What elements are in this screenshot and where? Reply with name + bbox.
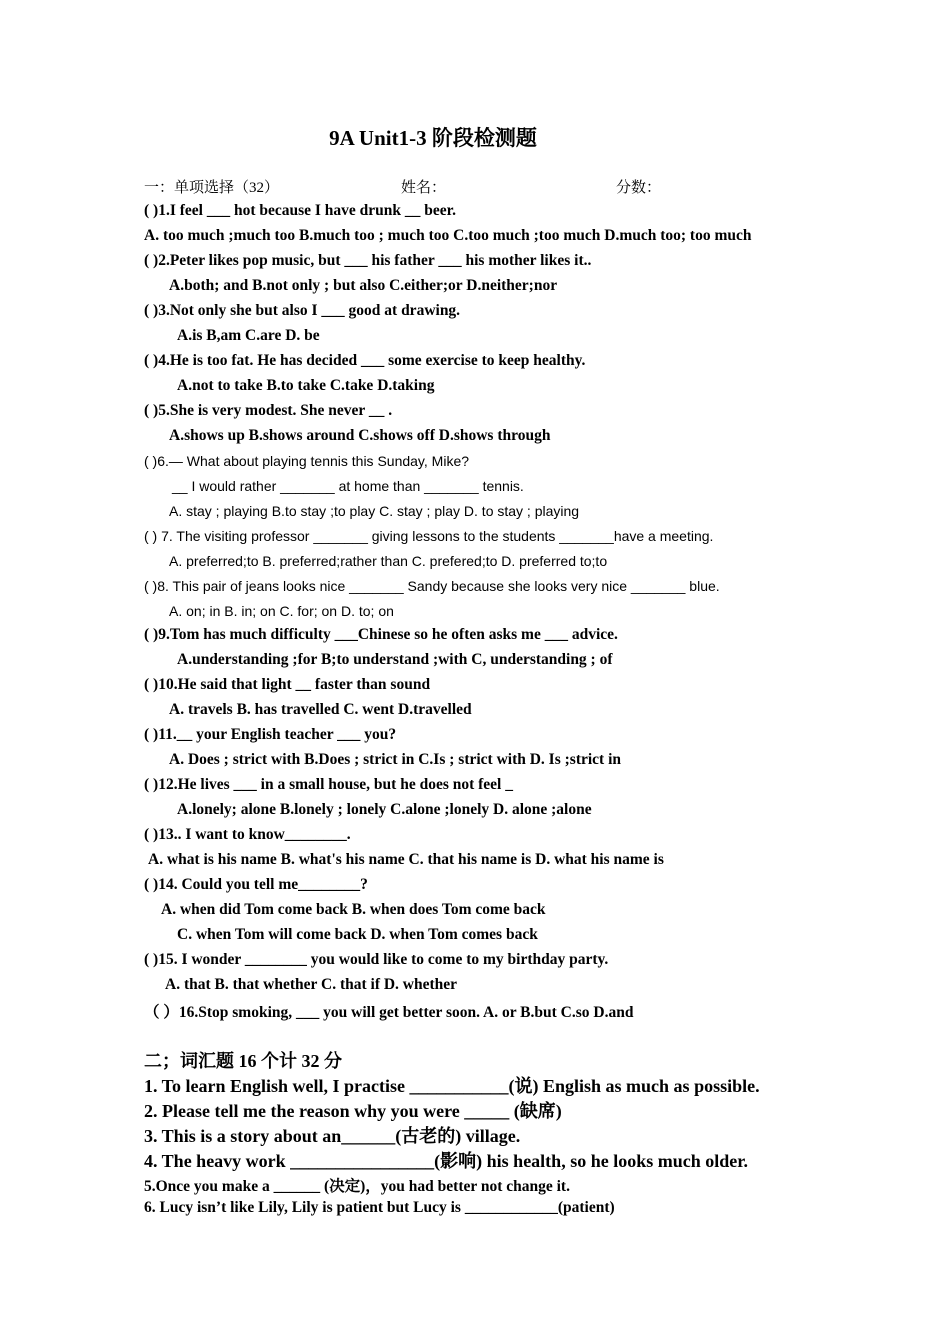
- options-3: A.is B,am C.are D. be: [177, 327, 320, 344]
- options-7: A. preferred;to B. preferred;rather than C. prefered;to D. preferred to;to: [169, 553, 608, 569]
- vocab-3: 3. This is a story about an______(古老的) village.: [144, 1126, 521, 1146]
- options-13: A. what is his name B. what's his name C. that his name is D. what his name is: [148, 851, 664, 868]
- options-2: A.both; and B.not only ; but also C.either;or D.neither;nor: [169, 277, 558, 294]
- options-4: A.not to take B.to take C.take D.taking: [177, 377, 435, 394]
- options-14-ab: A. when did Tom come back B. when does Tom come back: [161, 901, 546, 918]
- section1-heading: 一：单项选择（32）: [144, 180, 280, 196]
- question-2: ( )2.Peter likes pop music, but ___ his father ___ his mother likes it..: [144, 252, 592, 269]
- vocab-2: 2. Please tell me the reason why you were _____ (缺席): [144, 1101, 562, 1121]
- question-6: ( )6.— What about playing tennis this Sunday, Mike?: [144, 453, 470, 469]
- question-9: ( )9.Tom has much difficulty ___Chinese so he often asks me ___ advice.: [144, 626, 618, 643]
- section2-heading: 二；词汇题 16 个计 32 分: [144, 1051, 342, 1071]
- options-11: A. Does ; strict with B.Does ; strict in C.Is ; strict with D. Is ;strict in: [169, 751, 622, 768]
- question-1: ( )1.I feel ___ hot because I have drunk __ beer.: [144, 202, 457, 219]
- options-8: A. on; in B. in; on C. for; on D. to; on: [169, 603, 394, 619]
- options-5: A.shows up B.shows around C.shows off D.shows through: [169, 427, 551, 444]
- options-15: A. that B. that whether C. that if D. whether: [165, 976, 458, 993]
- question-4: ( )4.He is too fat. He has decided ___ some exercise to keep healthy.: [144, 352, 586, 369]
- name-label: 姓名：: [401, 180, 447, 196]
- vocab-1: 1. To learn English well, I practise ___________(说) English as much as possible.: [144, 1076, 760, 1096]
- options-10: A. travels B. has travelled C. went D.travelled: [169, 701, 472, 718]
- question-16: （ ）16.Stop smoking, ___ you will get better soon. A. or B.but C.so D.and: [144, 1004, 634, 1021]
- options-14-cd: C. when Tom will come back D. when Tom comes back: [177, 926, 538, 943]
- vocab-5: 5.Once you make a ______ (决定)，you had better not change it.: [144, 1178, 570, 1195]
- question-13: ( )13.. I want to know________.: [144, 826, 351, 843]
- question-14: ( )14. Could you tell me________?: [144, 876, 368, 893]
- score-label: 分数：: [616, 180, 662, 196]
- options-6: A. stay ; playing B.to stay ;to play C. stay ; play D. to stay ; playing: [169, 503, 580, 519]
- question-10: ( )10.He said that light __ faster than sound: [144, 676, 431, 693]
- page-title: 9A Unit1-3 阶段检测题: [329, 126, 537, 150]
- vocab-4: 4. The heavy work ________________(影响) his health, so he looks much older.: [144, 1151, 749, 1171]
- question-8: ( )8. This pair of jeans looks nice _______ Sandy because she looks very nice _______ blue.: [144, 578, 720, 594]
- vocab-6: 6. Lucy isn’t like Lily, Lily is patient but Lucy is ____________(patient): [144, 1199, 615, 1216]
- question-6-line2: __ I would rather _______ at home than _______ tennis.: [172, 478, 524, 494]
- options-12: A.lonely; alone B.lonely ; lonely C.alone ;lonely D. alone ;alone: [177, 801, 592, 818]
- question-12: ( )12.He lives ___ in a small house, but he does not feel _: [144, 776, 513, 793]
- question-5: ( )5.She is very modest. She never __ .: [144, 402, 393, 419]
- question-11: ( )11.__ your English teacher ___ you?: [144, 726, 397, 743]
- question-15: ( )15. I wonder ________ you would like to come to my birthday party.: [144, 951, 609, 968]
- options-9: A.understanding ;for B;to understand ;with C, understanding ; of: [177, 651, 613, 668]
- question-3: ( )3.Not only she but also I ___ good at drawing.: [144, 302, 461, 319]
- options-1: A. too much ;much too B.much too ; much too C.too much ;too much D.much too; too much: [144, 227, 752, 244]
- question-7: ( ) 7. The visiting professor _______ giving lessons to the students _______have a meeting.: [144, 528, 714, 544]
